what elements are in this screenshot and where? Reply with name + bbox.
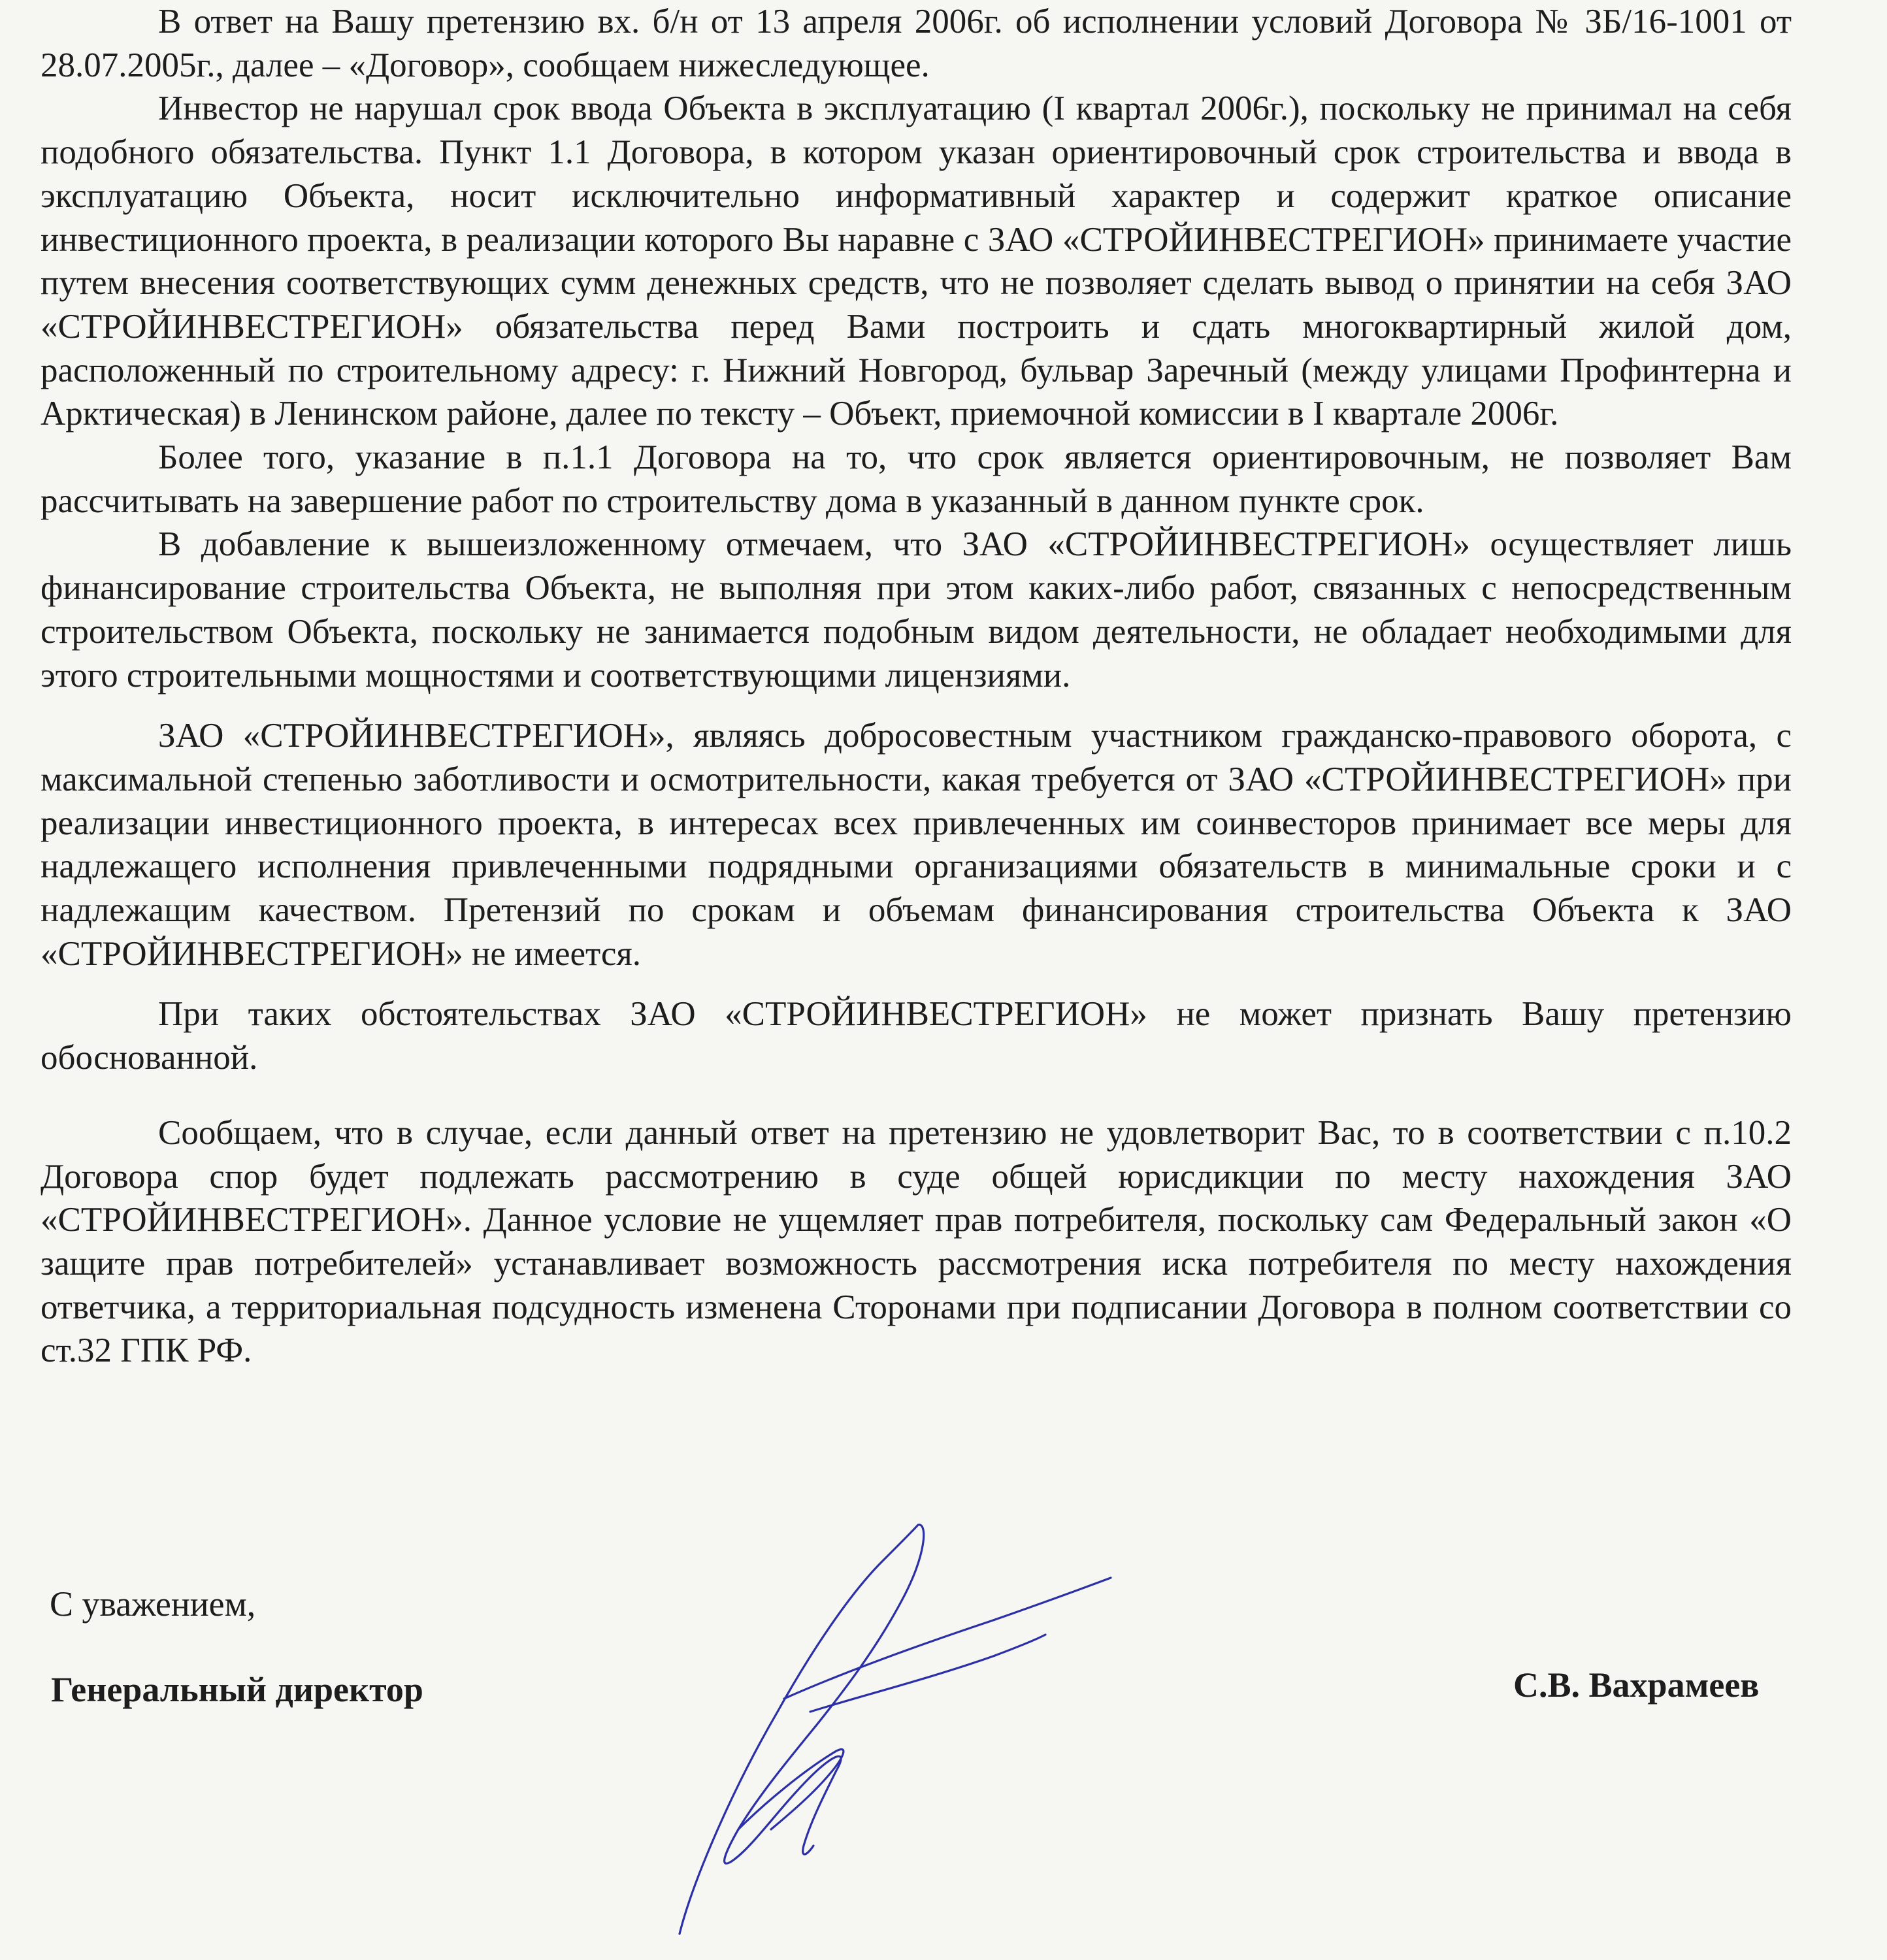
paragraph-financing-only: В добавление к вышеизложенному отмечаем, что ЗАО «СТРОЙИНВЕСТРЕГИОН» осуществляет лишь финансирование строительства Объекта, не выполняя при этом каких-либо работ, связанных с непосредственным строительством Объекта, поскольку не занимается подобным видом деятельности, не обладает необходимыми для этого строительными мощностями и соответствующими лицензиями. xyxy=(41,525,1792,694)
paragraph-claim-rejected: При таких обстоятельствах ЗАО «СТРОЙИНВЕСТРЕГИОН» не может признать Вашу претензию обоснованной. xyxy=(41,995,1792,1077)
signature-icon xyxy=(653,1516,1150,1947)
signer-position: Генеральный директор xyxy=(51,1670,423,1709)
letter-body xyxy=(41,0,1792,1373)
paragraph-deadline-obligation: Инвестор не нарушал срок ввода Объекта в эксплуатацию (I квартал 2006г.), поскольку не принимал на себя подобного обязательства. Пункт 1.1 Договора, в котором указан ориентировочный срок строительства и ввода в эксплуатацию Объекта, носит исключительно информативный характер и содержит краткое описание инвестиционного проекта, в реализации которого Вы наравне с ЗАО «СТРОЙИНВЕСТРЕГИОН» принимаете участие путем внесения соответствующих сумм денежных средств, что не позволяет сделать вывод о принятии на себя ЗАО «СТРОЙИНВЕСТРЕГИОН» обязательства перед Вами построить и сдать многоквартирный жилой дом, расположенный по строительному адресу: г. Нижний Новгород, бульвар Заречный (между улицами Профинтерна и Арктическая) в Ленинском районе, далее по тексту – Объект, приемочной комиссии в I квартале 2006г. xyxy=(41,90,1792,433)
paragraph-approximate-term: Более того, указание в п.1.1 Договора на то, что срок является ориентировочным, не позволяет Вам рассчитывать на завершение работ по строительству дома в указанный в данном пункте срок. xyxy=(41,438,1792,520)
paragraph-good-faith: ЗАО «СТРОЙИНВЕСТРЕГИОН», являясь добросовестным участником гражданско-правового оборота, с максимальной степенью заботливости и осмотрительности, какая требуется от ЗАО «СТРОЙИНВЕСТРЕГИОН» при реализации инвестиционного проекта, в интересах всех привлеченных им соинвесторов принимает все меры для надлежащего исполнения привлеченными подрядными организациями обязательств в минимальные сроки и с надлежащим качеством. Претензий по срокам и объемам финансирования строительства Объекта к ЗАО «СТРОЙИНВЕСТРЕГИОН» не имеется. xyxy=(41,717,1792,973)
signature-stroke-tail xyxy=(784,1578,1111,1699)
paragraph-jurisdiction: Сообщаем, что в случае, если данный ответ на претензию не удовлетворит Вас, то в соответствии с п.10.2 Договора спор будет подлежать рассмотрению в суде общей юрисдикции по месту нахождения ЗАО «СТРОЙИНВЕСТРЕГИОН». Данное условие не ущемляет прав потребителя, поскольку сам Федеральный закон «О защите прав потребителей» устанавливает возможность рассмотрения иска потребителя по месту нахождения ответчика, а территориальная подсудность изменена Сторонами при подписании Договора в полном соответствии со ст.32 ГПК РФ. xyxy=(41,1113,1792,1370)
signature-stroke-main xyxy=(680,1525,924,1934)
paragraph-intro: В ответ на Вашу претензию вх. б/н от 13 апреля 2006г. об исполнении условий Договора № ЗБ/16-1001 от 28.07.2005г., далее – «Договор», сообщаем нижеследующее. xyxy=(41,3,1792,84)
closing-salutation: С уважением, xyxy=(50,1584,256,1624)
signer-name: С.В. Вахрамеев xyxy=(1513,1665,1760,1705)
